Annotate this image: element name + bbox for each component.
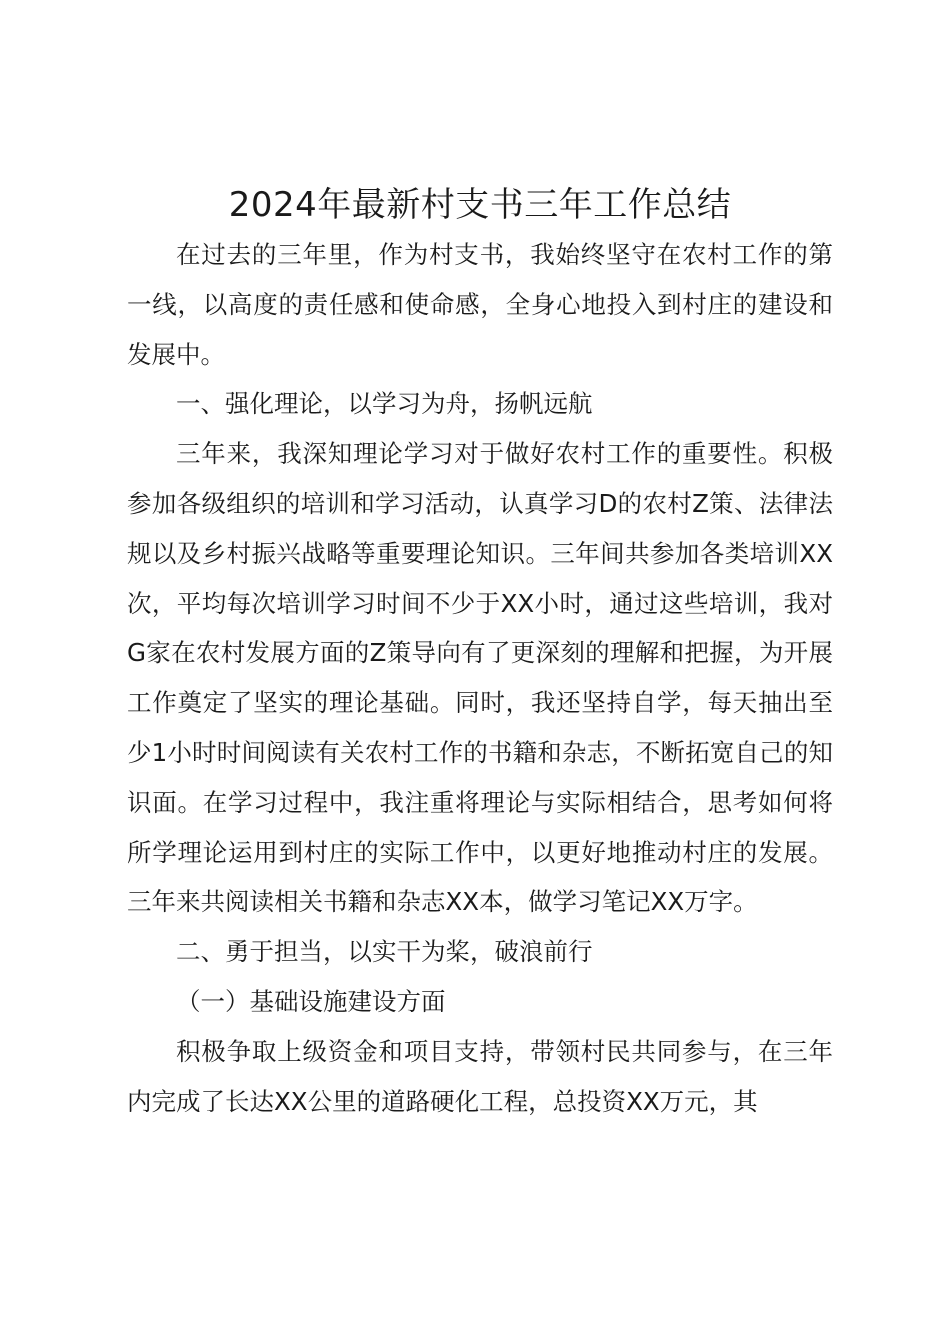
document-page bbox=[127, 180, 833, 1126]
study-paragraph: 三年来，我深知理论学习对于做好农村工作的重要性。积极参加各级组织的培训和学习活动，认真学习D的农村Z策、法律法规以及乡村振兴战略等重要理论知识。三年间共参加各类培训XX次，平均每次培训学习时间不少于XX小时，通过这些培训，我对G家在农村发展方面的Z策导向有了更深刻的理解和把握，为开展工作奠定了坚实的理论基础。同时，我还坚持自学，每天抽出至少1小时时间阅读有关农村工作的书籍和杂志，不断拓宽自己的知识面。在学习过程中，我注重将理论与实际相结合，思考如何将所学理论运用到村庄的实际工作中，以更好地推动村庄的发展。三年来共阅读相关书籍和杂志XX本，做学习笔记XX万字。 bbox=[127, 439, 833, 917]
section-heading-2: 二、勇于担当，以实干为桨，破浪前行 bbox=[176, 937, 593, 967]
subsection-heading-1: （一）基础设施建设方面 bbox=[176, 986, 446, 1016]
document-title: 2024年最新村支书三年工作总结 bbox=[228, 185, 732, 225]
intro-paragraph: 在过去的三年里，作为村支书，我始终坚守在农村工作的第一线，以高度的责任感和使命感，全身心地投入到村庄的建设和发展中。 bbox=[127, 240, 833, 369]
infrastructure-paragraph: 积极争取上级资金和项目支持，带领村民共同参与，在三年内完成了长达XX公里的道路硬化工程，总投资XX万元，其 bbox=[127, 1036, 833, 1116]
section-heading-1: 一、强化理论，以学习为舟，扬帆远航 bbox=[176, 389, 593, 419]
